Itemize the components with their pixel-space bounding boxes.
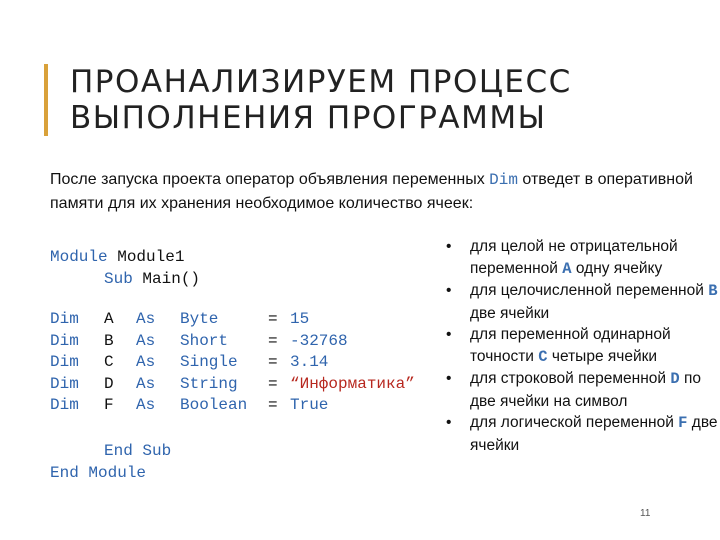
code-type: Single xyxy=(180,353,238,371)
code-var: A xyxy=(104,310,114,328)
code-as: As xyxy=(136,310,156,328)
memory-bullet-list xyxy=(446,236,718,456)
code-dim: Dim xyxy=(50,374,79,393)
code-var: D xyxy=(104,374,114,393)
bullet-item xyxy=(446,236,718,280)
code-dim: Dim xyxy=(50,396,79,414)
bullet-item xyxy=(446,324,718,368)
bullet-variable: D xyxy=(670,370,680,388)
code-val: 3.14 xyxy=(290,353,329,371)
module-name: Module1 xyxy=(117,248,185,266)
code-type: Short xyxy=(180,331,229,350)
intro-paragraph xyxy=(50,168,700,216)
bullet-text: для переменной одинарной точности xyxy=(470,326,671,365)
bullet-variable: F xyxy=(678,414,688,432)
code-end-module: End Module xyxy=(50,464,147,482)
bullet-text: для логической переменной xyxy=(470,414,679,431)
bullet-dot-icon: • xyxy=(446,282,452,299)
code-val: True xyxy=(290,396,329,414)
code-val: “Информатика” xyxy=(290,374,415,393)
code-as: As xyxy=(136,353,156,371)
bullet-text-after: одну ячейку xyxy=(571,259,663,277)
title-accent-bar xyxy=(44,64,48,136)
bullet-variable: C xyxy=(538,347,548,366)
code-dim: Dim xyxy=(50,353,79,371)
bullet-variable: A xyxy=(562,259,572,278)
module-keyword: Module xyxy=(50,248,108,266)
code-eq: = xyxy=(268,310,278,328)
intro-text-before: После запуска проекта оператор объявления переменных xyxy=(50,171,490,188)
bullet-dot-icon: • xyxy=(446,326,452,343)
bullet-text-after: две ячейки xyxy=(470,304,550,322)
code-type: String xyxy=(180,374,238,393)
bullet-dot-icon: • xyxy=(446,370,452,387)
code-var: B xyxy=(104,331,114,350)
code-val: 15 xyxy=(290,310,310,328)
code-type: Boolean xyxy=(180,396,248,414)
bullet-item xyxy=(446,280,718,324)
code-dim: Dim xyxy=(50,331,79,350)
bullet-text-after: по две ячейки на символ xyxy=(470,370,701,410)
code-end-sub: End Sub xyxy=(104,442,172,460)
page-number: 11 xyxy=(640,508,651,519)
intro-text-after: отведет в оперативной памяти для их хранения необходимое количество ячеек: xyxy=(50,171,693,212)
code-as: As xyxy=(136,396,156,414)
code-var: F xyxy=(104,396,114,414)
code-eq: = xyxy=(268,374,278,393)
code-as: As xyxy=(136,331,156,350)
code-val: -32768 xyxy=(290,331,348,350)
code-type: Byte xyxy=(180,310,219,328)
sub-keyword: Sub xyxy=(104,270,133,288)
code-as: As xyxy=(136,374,156,393)
bullet-text: для целой не отрицательной переменной xyxy=(470,238,678,277)
bullet-text: для целочисленной переменной xyxy=(470,282,709,299)
bullet-item xyxy=(446,368,718,412)
intro-keyword: Dim xyxy=(489,171,518,189)
code-eq: = xyxy=(268,353,278,371)
code-eq: = xyxy=(268,331,278,350)
code-module-line xyxy=(50,246,184,268)
title-line-2: ВЫПОЛНЕНИЯ ПРОГРАММЫ xyxy=(70,100,547,136)
code-eq: = xyxy=(268,396,278,414)
code-dim: Dim xyxy=(50,310,79,328)
bullet-dot-icon: • xyxy=(446,414,452,431)
bullet-text-after: две ячейки xyxy=(470,414,718,454)
code-sub-line xyxy=(104,268,200,290)
bullet-text: для строковой переменной xyxy=(470,370,671,387)
bullet-item xyxy=(446,412,718,456)
bullet-variable: B xyxy=(708,282,718,300)
bullet-dot-icon: • xyxy=(446,238,452,255)
title-line-1: ПРОАНАЛИЗИРУЕМ ПРОЦЕСС xyxy=(70,64,572,100)
page-title xyxy=(70,64,690,136)
code-var: C xyxy=(104,353,114,371)
bullet-text-after: четыре ячейки xyxy=(547,347,658,365)
sub-name: Main() xyxy=(142,270,201,288)
